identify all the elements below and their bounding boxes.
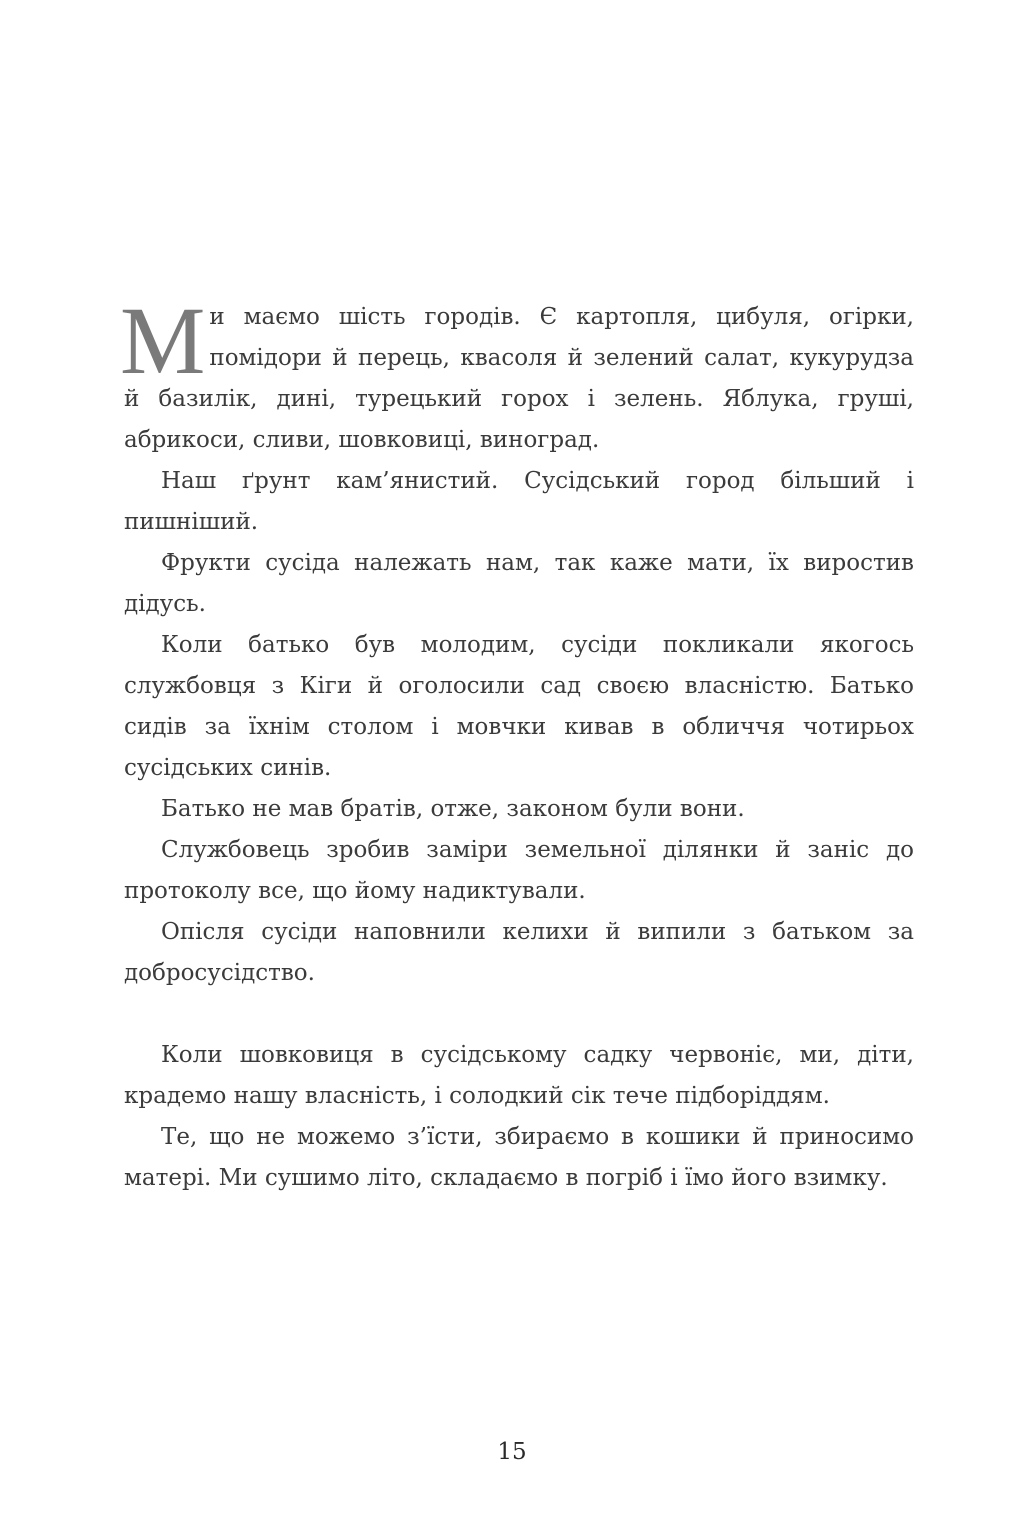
paragraph-9: Те, що не можемо з’їсти, збираємо в кошики й приносимо матері. Ми сушимо літо, складаємо в погріб і їмо його взимку. — [124, 1124, 914, 1191]
paragraph-6: Службовець зробив заміри земельної ділянки й заніс до протоколу все, що йому надиктували. — [124, 837, 914, 904]
paragraph-4: Коли батько був молодим, сусіди покликали якогось службовця з Кіги й оголосили сад своєю власністю. Батько сидів за їхнім столом і мовчки кивав в обличчя чотирьох сусідських синів. — [124, 632, 914, 781]
paragraph-2: Наш ґрунт кам’янистий. Сусідський город більший і пишніший. — [124, 468, 914, 535]
paragraph-5: Батько не мав братів, отже, законом були вони. — [161, 796, 745, 822]
body-text — [120, 287, 914, 1199]
drop-cap-letter: М — [120, 287, 204, 394]
paragraph-8: Коли шовковиця в сусідському садку червоніє, ми, діти, крадемо нашу власність, і солодкий сік тече підборіддям. — [124, 1042, 914, 1109]
page-number: 15 — [497, 1439, 527, 1465]
paragraph-1-text: и маємо шість городів. Є картопля, цибуля, огірки, помідори й перець, квасоля й зелений салат, кукурудза й базилік, дині, турецький горох і зелень. Яблука, груші, абрикоси, сливи, шовковиці, виноград. — [124, 304, 914, 453]
paragraph-7: Опісля сусіди наповнили келихи й випили з батьком за добросусідство. — [124, 919, 914, 986]
paragraph-3: Фрукти сусіда належать нам, так каже мати, їх виростив дідусь. — [124, 550, 914, 617]
paragraph-1 — [120, 287, 914, 461]
